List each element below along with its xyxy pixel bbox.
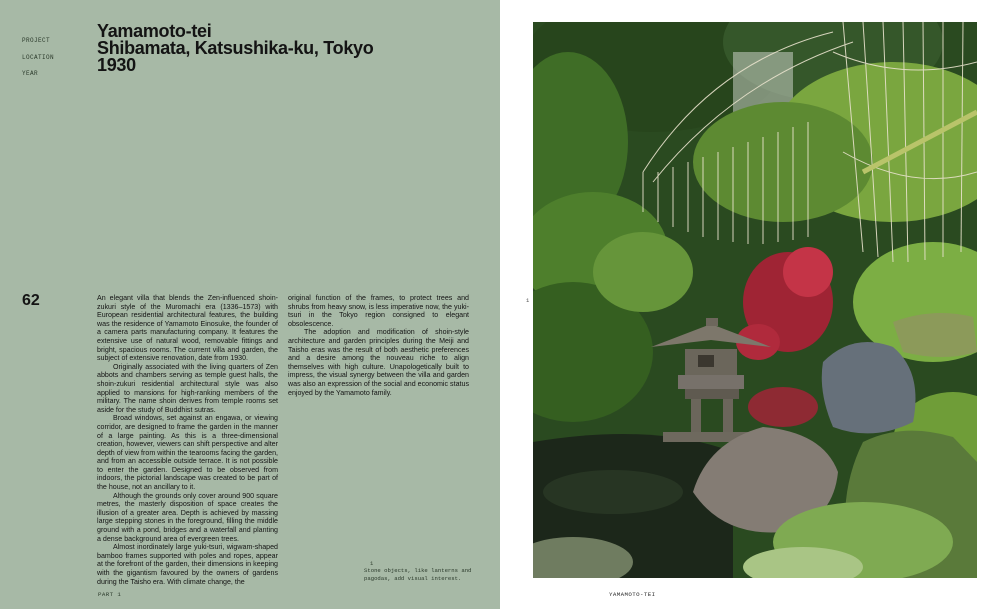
paragraph: Almost inordinately large yuki-tsuri, wigwam-shaped bamboo frames supported with poles and ropes, appear at the forefront of the garden, their dimensions in keeping with the gigantism favoured by the owners of gardens during the Taisho era. With climate change, the [97, 543, 278, 586]
location-label: LOCATION [22, 53, 55, 61]
section-footer: PART 1 [98, 591, 122, 598]
project-meta-labels [22, 33, 54, 83]
garden-photo-illustration [533, 22, 977, 578]
paragraph: An elegant villa that blends the Zen-influenced shoin-zukuri style of the Muromachi era (1336–1573) with European residential architectural features, the building was the residence of Yamamoto Einosuke, the founder of a camera parts manufacturing company. It features the extensive use of natural wood, removable fittings and bright, spacious rooms. The current villa and garden, the subject of extensive renovation, date from 1930. [97, 294, 278, 363]
figure-marker: 1 [526, 297, 530, 304]
garden-photo [533, 22, 977, 578]
paragraph: The adoption and modification of shoin-style architecture and garden principles during the Meiji and Taisho eras was the result of both aesthetic preferences and a desire among the nouveau riche to align themselves with high culture. Unapologetically built to impress, the visual synergy between the villa and garden was also an expression of the social and economic status enjoyed by the Yamamoto family. [288, 328, 469, 397]
paragraph: Originally associated with the living quarters of Zen abbots and chambers serving as temple guest halls, the shoin-zukuri residential architectural style was also applied to mansions for high-ranking members of the military. The name shoin derives from temple rooms set aside for the study of Buddhist sutras. [97, 362, 278, 414]
body-column-2 [288, 294, 469, 397]
photo-caption: Stone objects, like lanterns and pagodas, add visual interest. [364, 567, 472, 582]
page-number: 62 [22, 292, 40, 309]
chapter-footer: YAMAMOTO-TEI [609, 591, 656, 598]
title-location: Shibamata, Katsushika-ku, Tokyo [97, 38, 374, 58]
project-label: PROJECT [22, 37, 51, 44]
paragraph: original function of the frames, to protect trees and shrubs from heavy snow, is less imperative now, the yuki-tsuri in the Tokyo region consigned to elegant obsolescence. [288, 294, 469, 328]
title-year: 1930 [97, 55, 136, 75]
paragraph: Broad windows, set against an engawa, or viewing corridor, are designed to frame the garden in the manner of a large painting. As this is a three-dimensional creation, however, viewers can shift perspective and alter depth of view from within the tearooms facing the garden, and from an accessible outside terrace. It is not possible to enter the garden. Designed to be observed from indoors, the pictorial landscape was created to be part of the house, not an ancillary to it. [97, 414, 278, 492]
caption-number: 1 [370, 560, 374, 567]
body-column-1 [97, 294, 278, 586]
year-label: YEAR [22, 70, 39, 77]
title-project: Yamamoto-tei [97, 21, 212, 41]
paragraph: Although the grounds only cover around 900 square metres, the masterly disposition of space creates the illusion of a greater area. Depth is achieved by massing large stepping stones in the foreground, filling the middle ground with a pond, bridges and a waterfall and planting a dense background area of evergreen trees. [97, 491, 278, 543]
page-title [97, 23, 373, 74]
